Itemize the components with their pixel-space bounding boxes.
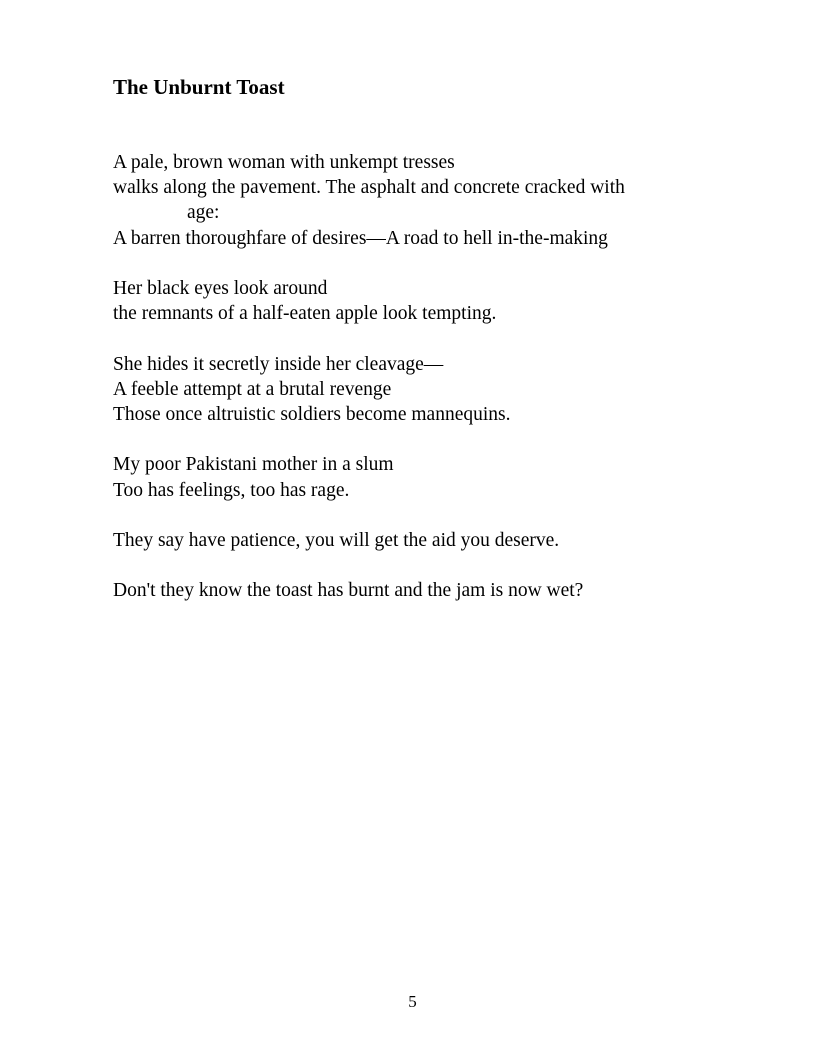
stanza-2 [113, 276, 753, 326]
poem-line: She hides it secretly inside her cleavage— [113, 353, 444, 375]
stanza-3 [113, 352, 753, 428]
poem-line: A pale, brown woman with unkempt tresses [113, 152, 455, 173]
poem-line: Her black eyes look around [113, 278, 328, 299]
poem-line: Don't they know the toast has burnt and the jam is now wet? [113, 580, 584, 602]
poem-title: The Unburnt Toast [113, 75, 285, 99]
poem-line: Those once altruistic soldiers become mannequins. [113, 404, 511, 425]
page-number: 5 [408, 992, 417, 1011]
poem-line: My poor Pakistani mother in a slum [113, 454, 394, 476]
poem-line: A feeble attempt at a brutal revenge [113, 378, 392, 400]
poem-line: A barren thoroughfare of desires—A road to hell in-the-making [113, 227, 608, 249]
stanza-4 [113, 452, 753, 502]
poem-line: They say have patience, you will get the aid you deserve. [113, 529, 560, 551]
poem-line: walks along the pavement. The asphalt and concrete cracked with [113, 177, 625, 199]
poem-line: the remnants of a half-eaten apple look tempting. [113, 303, 497, 325]
poem-body [113, 150, 753, 629]
poem-line-continuation: age: [187, 202, 220, 224]
stanza-6 [113, 578, 753, 603]
poem-line: Too has feelings, too has rage. [113, 479, 350, 501]
stanza-5 [113, 528, 753, 553]
stanza-1 [113, 150, 753, 251]
